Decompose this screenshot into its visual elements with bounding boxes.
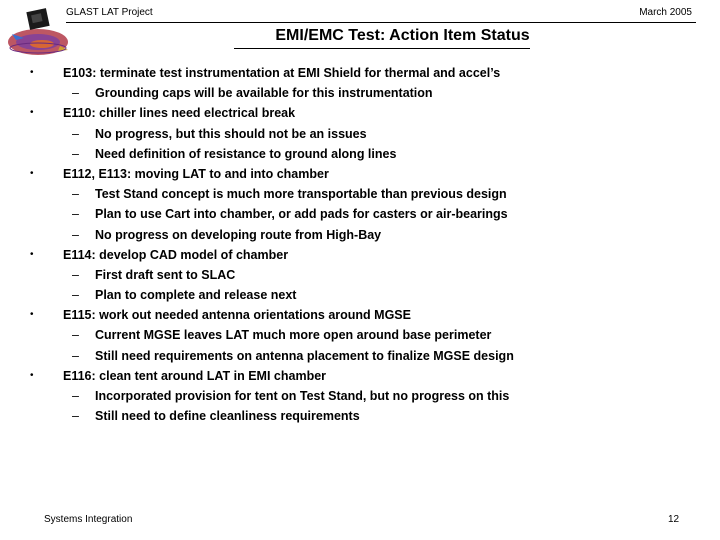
action-item-text: E115: work out needed antenna orientations around MGSE [63, 308, 411, 323]
title-underline [234, 48, 530, 49]
action-item-subpoint [30, 225, 710, 245]
bullet-icon: • [30, 309, 34, 321]
dash-icon: – [72, 328, 79, 343]
action-item [30, 245, 710, 265]
action-item-subpoint [30, 325, 710, 345]
dash-icon: – [72, 146, 79, 161]
action-item-subpoint [30, 144, 710, 164]
dash-icon: – [72, 126, 79, 141]
dash-icon: – [72, 86, 79, 101]
bullet-icon: • [30, 369, 34, 381]
bullet-icon: • [30, 67, 34, 78]
action-item-text: E114: develop CAD model of chamber [63, 247, 289, 262]
subpoint-text: No progress on developing route from High-Bay [95, 227, 382, 242]
action-item-subpoint [30, 124, 710, 144]
bullet-icon: • [30, 107, 34, 119]
action-item-text: E110: chiller lines need electrical break [63, 106, 296, 121]
bullet-icon: • [30, 248, 34, 260]
date-label: March 2005 [639, 7, 692, 18]
dash-icon: – [72, 389, 79, 403]
subpoint-text: No progress, but this should not be an issues [95, 126, 367, 141]
subpoint-text: Test Stand concept is much more transportable than previous design [95, 187, 507, 202]
subpoint-text: Incorporated provision for tent on Test Stand, but no progress on this [95, 389, 510, 403]
subpoint-text: Current MGSE leaves LAT much more open around base perimeter [95, 328, 492, 343]
subpoint-text: Grounding caps will be available for this instrumentation [95, 86, 433, 101]
subpoint-text: First draft sent to SLAC [95, 267, 236, 282]
action-item-subpoint [30, 406, 710, 426]
page-number: 12 [668, 514, 680, 525]
dash-icon: – [72, 207, 79, 222]
bullet-icon: • [30, 167, 34, 179]
dash-icon: – [72, 187, 79, 202]
action-item [30, 366, 710, 386]
dash-icon: – [72, 227, 79, 242]
page-title: EMI/EMC Test: Action Item Status [275, 27, 530, 44]
footer-section: Systems Integration [44, 514, 133, 525]
action-item-subpoint [30, 184, 710, 204]
action-item-subpoint [30, 285, 710, 305]
action-item-text: E112, E113: moving LAT to and into chamber [63, 166, 329, 181]
dash-icon: – [72, 267, 79, 282]
action-item-subpoint [30, 83, 710, 103]
subpoint-text: Plan to use Cart into chamber, or add pads for casters or air-bearings [95, 207, 508, 222]
action-item-text: E103: terminate test instrumentation at EMI Shield for thermal and accel’s [63, 66, 501, 80]
subpoint-text: Plan to complete and release next [95, 288, 297, 303]
dash-icon: – [72, 409, 79, 424]
header-divider [66, 22, 696, 23]
action-item [30, 305, 710, 325]
subpoint-text: Still need to define cleanliness requirements [95, 409, 360, 424]
action-item-text: E116: clean tent around LAT in EMI chamber [63, 368, 327, 383]
action-item-subpoint [30, 346, 710, 366]
dash-icon: – [72, 348, 79, 363]
action-item-subpoint [30, 386, 710, 406]
action-item-subpoint [30, 204, 710, 224]
action-item [30, 164, 710, 184]
action-item-list [30, 63, 710, 426]
dash-icon: – [72, 288, 79, 303]
action-item [30, 103, 710, 123]
subpoint-text: Still need requirements on antenna placement to finalize MGSE design [95, 348, 514, 363]
action-item-subpoint [30, 265, 710, 285]
action-item [30, 63, 710, 83]
project-name: GLAST LAT Project [66, 7, 153, 18]
subpoint-text: Need definition of resistance to ground along lines [95, 146, 397, 161]
